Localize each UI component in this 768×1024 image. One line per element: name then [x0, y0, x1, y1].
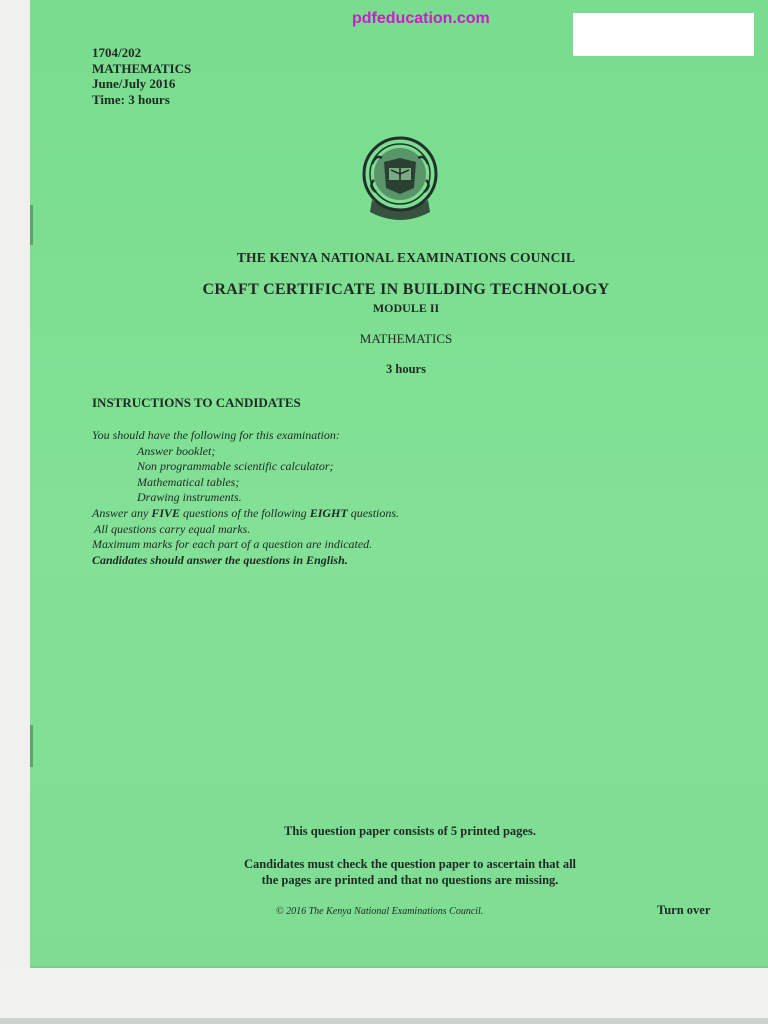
- instructions-intro: You should have the following for this examination:: [92, 428, 340, 442]
- required-item: Non programmable scientific calculator;: [137, 459, 334, 474]
- check-note-line: the pages are printed and that no questions are missing.: [261, 873, 559, 887]
- watermark-text: pdfeducation.com: [352, 10, 490, 27]
- equal-marks-note: All questions carry equal marks.: [94, 521, 251, 536]
- english-note: Candidates should answer the questions in English.: [92, 552, 348, 567]
- instructions-list: [92, 428, 399, 568]
- subject-title: MATHEMATICS: [359, 331, 453, 346]
- turn-over-label: Turn over: [657, 903, 711, 917]
- answer-instruction: Answer any FIVE questions of the following EIGHT questions.: [92, 505, 400, 520]
- exam-duration: 3 hours: [386, 362, 426, 376]
- redaction-box: [573, 13, 754, 56]
- binding-mark: [30, 205, 33, 245]
- scan-bottom-edge: [0, 1018, 768, 1024]
- scan-bottom-margin: [0, 968, 768, 1024]
- paper-session: June/July 2016: [92, 76, 176, 91]
- paper-subject: MATHEMATICS: [92, 60, 192, 76]
- certificate-title: CRAFT CERTIFICATE IN BUILDING TECHNOLOGY: [202, 281, 610, 298]
- paper-time: Time: 3 hours: [92, 91, 170, 107]
- copyright-notice: © 2016 The Kenya National Examinations Council.: [276, 906, 484, 917]
- council-name: THE KENYA NATIONAL EXAMINATIONS COUNCIL: [236, 250, 576, 265]
- required-item: Mathematical tables;: [137, 474, 240, 489]
- pages-note: This question paper consists of 5 printed pages.: [284, 824, 536, 838]
- required-item: Answer booklet;: [137, 443, 216, 458]
- required-item: Drawing instruments.: [137, 490, 242, 505]
- max-marks-note: Maximum marks for each part of a question are indicated.: [92, 537, 373, 552]
- scan-left-margin: [0, 0, 30, 1024]
- paper-meta: [92, 45, 191, 107]
- module-title: MODULE II: [372, 301, 440, 315]
- check-note: [160, 856, 660, 888]
- instructions-heading: INSTRUCTIONS TO CANDIDATES: [92, 395, 301, 410]
- check-note-line: Candidates must check the question paper to ascertain that all: [243, 857, 577, 871]
- binding-mark: [30, 725, 33, 767]
- coat-of-arms-icon: [358, 134, 442, 226]
- paper-code: 1704/202: [92, 45, 142, 60]
